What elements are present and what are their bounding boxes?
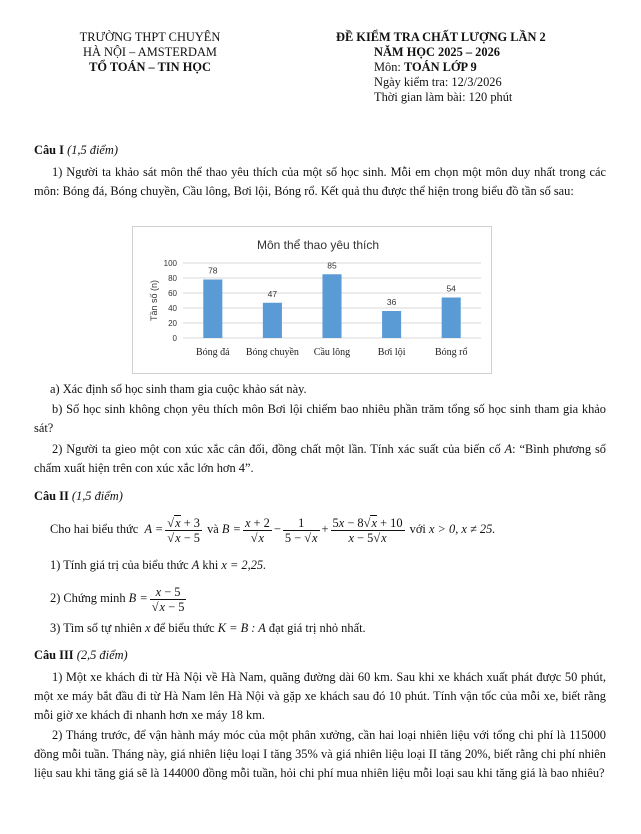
event-variable: A bbox=[504, 442, 513, 456]
question-1-part2 bbox=[34, 440, 606, 478]
data-label: 85 bbox=[327, 260, 337, 271]
question-3-part2: 2) Tháng trước, để vận hành máy móc của một phân xưởng, cần hai loại nhiên liệu với tổng chi phí là 115000 đồng mỗi tuần. Tháng này, giá nhiên liệu loại I tăng 35% và giá nhiên liệu loại II tăng 20%, biết rằng chi phí nhiên liệu sau khi tăng giá sẽ là 144000 đồng mỗi tuần, hỏi chi phí mua nhiên liệu mỗi loại sau khi tăng giá là bao nhiêu? bbox=[34, 728, 606, 780]
fraction-b2: $\frac{1}{5 - √x}$ bbox=[284, 515, 318, 545]
y-axis-label: Tần số (n) bbox=[149, 279, 159, 322]
domain-condition: x > 0, x ≠ 25. bbox=[428, 522, 496, 536]
expression-k: K = B : A bbox=[217, 621, 266, 635]
x-value: x = 2,25. bbox=[221, 558, 267, 572]
variable-x: x bbox=[144, 621, 151, 635]
question-1-part2-end: : “Bình phương số chấm xuất hiện trên con xúc xắc lớn hơn 4”. bbox=[34, 442, 607, 475]
question-2-title: Câu II bbox=[34, 489, 69, 503]
school-year: NĂM HỌC 2025 – 2026 bbox=[374, 45, 500, 59]
chart-canvas bbox=[133, 227, 491, 373]
x-tick-label: Bóng đá bbox=[195, 347, 230, 358]
question-1-title: Câu I bbox=[34, 143, 64, 157]
question-1-points: (1,5 điểm) bbox=[67, 143, 119, 157]
question-1-heading bbox=[34, 141, 606, 160]
question-2-points: (1,5 điểm) bbox=[71, 489, 123, 503]
with-word: với bbox=[409, 522, 426, 536]
question-2-part1-mid: khi bbox=[202, 558, 219, 572]
data-label: 78 bbox=[208, 265, 218, 276]
bar bbox=[442, 298, 461, 339]
y-tick-label: 60 bbox=[168, 289, 177, 298]
exam-title: ĐỀ KIỂM TRA CHẤT LƯỢNG LẦN 2 bbox=[336, 30, 546, 44]
department-name: TỔ TOÁN – TIN HỌC bbox=[89, 60, 211, 74]
and-word: và bbox=[207, 522, 219, 536]
question-1-part1: 1) Người ta khảo sát môn thể thao yêu thích của một số học sinh. Mỗi em chọn một môn duy nhất trong các môn: Bóng đá, Bóng chuyền, Cầu lông, Bơi lội, Bóng rổ. Kết quả thu được thể hiện trong biểu đồ tần số sau: bbox=[34, 165, 606, 198]
fraction-b1: $\frac{x + 2}{√x}$ bbox=[244, 515, 270, 545]
question-2-part1-text: 1) Tính giá trị của biểu thức bbox=[50, 558, 189, 572]
question-2-expressions: Cho hai biểu thức A = $\frac{√x + 3}{√x - 5}$ và B = $\frac{x + 2}{√x}$ − $\frac{1}{5 - √x}$ + $\frac{5x - 8√x + 10}{x - 5√x}$ với x > 0, x ≠ 25. bbox=[50, 515, 496, 545]
exam-header bbox=[336, 30, 626, 105]
sports-bar-chart bbox=[132, 226, 492, 374]
fraction-b-simplified: $\frac{x - 5}{√x - 5}$ bbox=[151, 584, 185, 614]
fraction-a: $\frac{√x + 3}{√x - 5}$ bbox=[167, 515, 200, 545]
school-header bbox=[50, 30, 250, 75]
subject-value: TOÁN LỚP 9 bbox=[403, 60, 477, 74]
fraction-b3: $\frac{5x - 8√x + 10}{x - 5√x}$ bbox=[332, 515, 403, 545]
question-2-part3 bbox=[50, 619, 366, 638]
variable-a: A bbox=[191, 558, 200, 572]
school-name-line2: HÀ NỘI – AMSTERDAM bbox=[83, 45, 217, 59]
y-tick-label: 20 bbox=[168, 319, 177, 328]
expression-b: B = bbox=[221, 522, 241, 536]
expression-a: A = bbox=[141, 522, 164, 536]
question-2-part3-mid: để biểu thức bbox=[153, 621, 215, 635]
school-name-line1: TRƯỜNG THPT CHUYÊN bbox=[79, 30, 221, 44]
x-tick-label: Bóng rổ bbox=[434, 347, 468, 358]
question-3-part1: 1) Một xe khách đi từ Hà Nội về Hà Nam, quãng đường dài 60 km. Sau khi xe khách xuất phát được 50 phút, một xe máy bắt đầu đi từ Hà Nam lên Hà Nội và gặp xe khách sau đó 10 phút. Tính vận tốc của mỗi xe, biết rằng mỗi giờ xe khách đi nhanh hơn xe máy 18 km. bbox=[34, 670, 606, 722]
subject-line bbox=[336, 60, 626, 75]
subject-label: Môn: bbox=[374, 60, 404, 74]
question-3-points: (2,5 điểm) bbox=[76, 648, 128, 662]
y-tick-label: 0 bbox=[172, 334, 177, 343]
data-label: 54 bbox=[446, 283, 456, 294]
question-2-part3-end: đạt giá trị nhỏ nhất. bbox=[268, 621, 366, 635]
question-2-intro: Cho hai biểu thức bbox=[50, 522, 139, 536]
question-2-part2-text: 2) Chứng minh bbox=[50, 591, 126, 605]
exam-date: Ngày kiểm tra: 12/3/2026 bbox=[374, 75, 502, 89]
x-tick-label: Cầu lông bbox=[313, 347, 351, 358]
data-label: 47 bbox=[267, 288, 278, 299]
y-tick-label: 100 bbox=[163, 259, 177, 268]
question-2-part2: 2) Chứng minh B = $\frac{x - 5}{√x - 5}$ bbox=[50, 584, 185, 614]
question-2-part1 bbox=[50, 556, 266, 575]
question-3-heading bbox=[34, 646, 606, 665]
x-tick-label: Bơi lội bbox=[377, 347, 406, 358]
question-2-heading bbox=[34, 487, 606, 506]
y-tick-label: 80 bbox=[168, 274, 177, 283]
exam-duration: Thời gian làm bài: 120 phút bbox=[374, 90, 513, 104]
question-2-part3-text: 3) Tìm số tự nhiên bbox=[50, 621, 142, 635]
y-tick-label: 40 bbox=[168, 304, 177, 313]
x-tick-label: Bóng chuyền bbox=[245, 347, 299, 358]
bar bbox=[382, 311, 401, 338]
chart-title: Môn thể thao yêu thích bbox=[256, 238, 380, 252]
question-1-a: a) Xác định số học sinh tham gia cuộc khảo sát này. bbox=[50, 382, 307, 396]
data-label: 36 bbox=[386, 297, 397, 307]
bar bbox=[203, 280, 222, 339]
bar bbox=[322, 274, 341, 338]
question-1-b: b) Số học sinh không chọn yêu thích môn Bơi lội chiếm bao nhiêu phần trăm tổng số học sinh tham gia khảo sát? bbox=[34, 402, 606, 435]
bar bbox=[263, 303, 282, 338]
question-1-part2-text: 2) Người ta gieo một con xúc xắc cân đối, đồng chất một lần. Tính xác suất của biến cố bbox=[52, 442, 505, 456]
question-3-title: Câu III bbox=[34, 648, 74, 662]
